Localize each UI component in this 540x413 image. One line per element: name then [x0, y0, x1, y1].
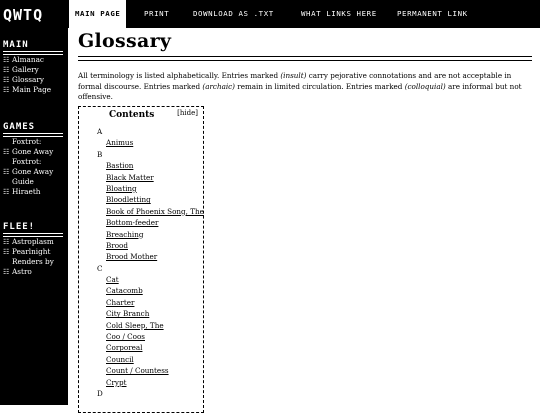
tab-main-page[interactable]: MAIN PAGE	[68, 0, 126, 28]
sidebar-item-foxtrot[interactable]	[3, 157, 67, 167]
toc-entry-count-countess[interactable]: Count / Countess	[106, 366, 169, 376]
tab-download-as-txt[interactable]: DOWNLOAD AS .TXT	[193, 9, 274, 18]
toc-entry-breaching[interactable]: Breaching	[106, 229, 144, 239]
toc-entry-city-branch[interactable]: City Branch	[106, 309, 150, 319]
sidebar-section-title-games: GAMES	[3, 122, 36, 132]
tab-permanent-link[interactable]: PERMANENT LINK	[397, 9, 468, 18]
toc-entry-bottom-feeder[interactable]: Bottom-feeder	[106, 218, 159, 228]
toc-hide-link[interactable]: [hide]	[177, 109, 198, 117]
intro-marker: (insult)	[280, 71, 307, 80]
bullet-icon: ☷	[3, 66, 10, 74]
toc-entry-cat[interactable]: Cat	[106, 275, 119, 285]
sidebar-item-pearlnight[interactable]	[3, 247, 67, 257]
toc-entry-brood-mother[interactable]: Brood Mother	[106, 252, 158, 262]
toc-entry-bloating[interactable]: Bloating	[106, 183, 137, 193]
toc-entry-animus[interactable]: Animus	[106, 138, 134, 148]
bullet-icon: ☷	[3, 268, 10, 276]
bullet-icon: ☷	[3, 148, 10, 156]
toc-entry-charter[interactable]: Charter	[106, 297, 135, 307]
table-of-contents	[78, 106, 204, 413]
sidebar-nav-flee	[3, 237, 67, 277]
sidebar-item-gone-away[interactable]	[3, 147, 67, 157]
sidebar-item-main-page[interactable]	[3, 85, 67, 95]
toc-letter-c[interactable]: C	[97, 263, 103, 273]
sidebar-section-title-main: MAIN	[3, 40, 29, 50]
sidebar	[0, 0, 68, 405]
sidebar-item-label: Astroplasm	[12, 237, 54, 246]
tab-print[interactable]: PRINT	[144, 9, 170, 18]
bullet-icon: ☷	[3, 56, 10, 64]
sidebar-item-label: Guide	[12, 177, 34, 186]
toc-letter-b[interactable]: B	[97, 149, 103, 159]
sidebar-item-almanac[interactable]	[3, 55, 67, 65]
toc-list	[97, 126, 204, 399]
sidebar-item-label: Pearlnight	[12, 247, 51, 256]
sidebar-item-label: Foxtrot:	[12, 137, 42, 146]
sidebar-item-label: Astro	[12, 267, 32, 276]
toc-entry-corporeal[interactable]: Corporeal	[106, 343, 143, 353]
sidebar-item-label: Gone Away	[12, 147, 54, 156]
toc-entry-cold-sleep-the[interactable]: Cold Sleep, The	[106, 320, 164, 330]
sidebar-item-astroplasm[interactable]	[3, 237, 67, 247]
bullet-icon: ☷	[3, 238, 10, 246]
bullet-icon: ☷	[3, 248, 10, 256]
sidebar-item-label: Renders by	[12, 257, 54, 266]
sidebar-nav-main	[3, 55, 67, 95]
toc-letter-d[interactable]: D	[97, 388, 103, 398]
intro-text: carry pejorative connotations and are not acceptable in formal discourse. Entries marked	[78, 71, 512, 91]
sidebar-item-foxtrot[interactable]	[3, 137, 67, 147]
site-logo[interactable]: QWTQ	[3, 6, 44, 24]
toc-entry-catacomb[interactable]: Catacomb	[106, 286, 143, 296]
intro-marker: (archaic)	[202, 81, 235, 91]
sidebar-item-label: Gone Away	[12, 167, 54, 176]
bullet-icon: ☷	[3, 86, 10, 94]
toc-entry-bloodletting[interactable]: Bloodletting	[106, 195, 151, 205]
toc-entry-brood[interactable]: Brood	[106, 240, 128, 250]
page-title: Glossary	[78, 30, 172, 52]
sidebar-item-guide[interactable]	[3, 177, 67, 187]
toc-entry-council[interactable]: Council	[106, 354, 134, 364]
sidebar-item-renders-by[interactable]	[3, 257, 67, 267]
sidebar-item-astro[interactable]	[3, 267, 67, 277]
toc-entry-bastion[interactable]: Bastion	[106, 161, 134, 171]
toc-entry-crypt[interactable]: Crypt	[106, 377, 127, 387]
top-tab-bar	[68, 0, 540, 28]
tab-what-links-here[interactable]: WHAT LINKS HERE	[301, 9, 377, 18]
toc-title: Contents	[109, 110, 155, 120]
intro-text: remain in limited circulation. Entries marked	[234, 81, 405, 91]
intro-marker: (colloquial)	[404, 81, 446, 91]
bullet-icon: ☷	[3, 76, 10, 84]
sidebar-item-label: Gallery	[12, 65, 39, 74]
intro-text: are informal but not offensive.	[78, 81, 522, 101]
title-divider	[78, 56, 532, 61]
bullet-icon: ☷	[3, 168, 10, 176]
sidebar-item-label: Glossary	[12, 75, 45, 84]
sidebar-item-label: Hiraeth	[12, 187, 41, 196]
sidebar-nav-games	[3, 137, 67, 197]
toc-entry-book-of-phoenix-song-the[interactable]: Book of Phoenix Song, The	[106, 206, 204, 216]
toc-entry-black-matter[interactable]: Black Matter	[106, 172, 154, 182]
intro-paragraph	[78, 71, 530, 103]
sidebar-item-gallery[interactable]	[3, 65, 67, 75]
toc-letter-a[interactable]: A	[97, 127, 103, 136]
toc-entry-coo-coos[interactable]: Coo / Coos	[106, 332, 145, 342]
sidebar-item-gone-away[interactable]	[3, 167, 67, 177]
sidebar-item-glossary[interactable]	[3, 75, 67, 85]
bullet-icon: ☷	[3, 188, 10, 196]
sidebar-item-hiraeth[interactable]	[3, 187, 67, 197]
intro-text: All terminology is listed alphabetically. Entries marked	[78, 71, 281, 80]
sidebar-item-label: Foxtrot:	[12, 157, 42, 166]
sidebar-item-label: Main Page	[12, 85, 52, 94]
sidebar-section-title-flee: FLEE!	[3, 222, 36, 232]
sidebar-item-label: Almanac	[12, 55, 45, 64]
